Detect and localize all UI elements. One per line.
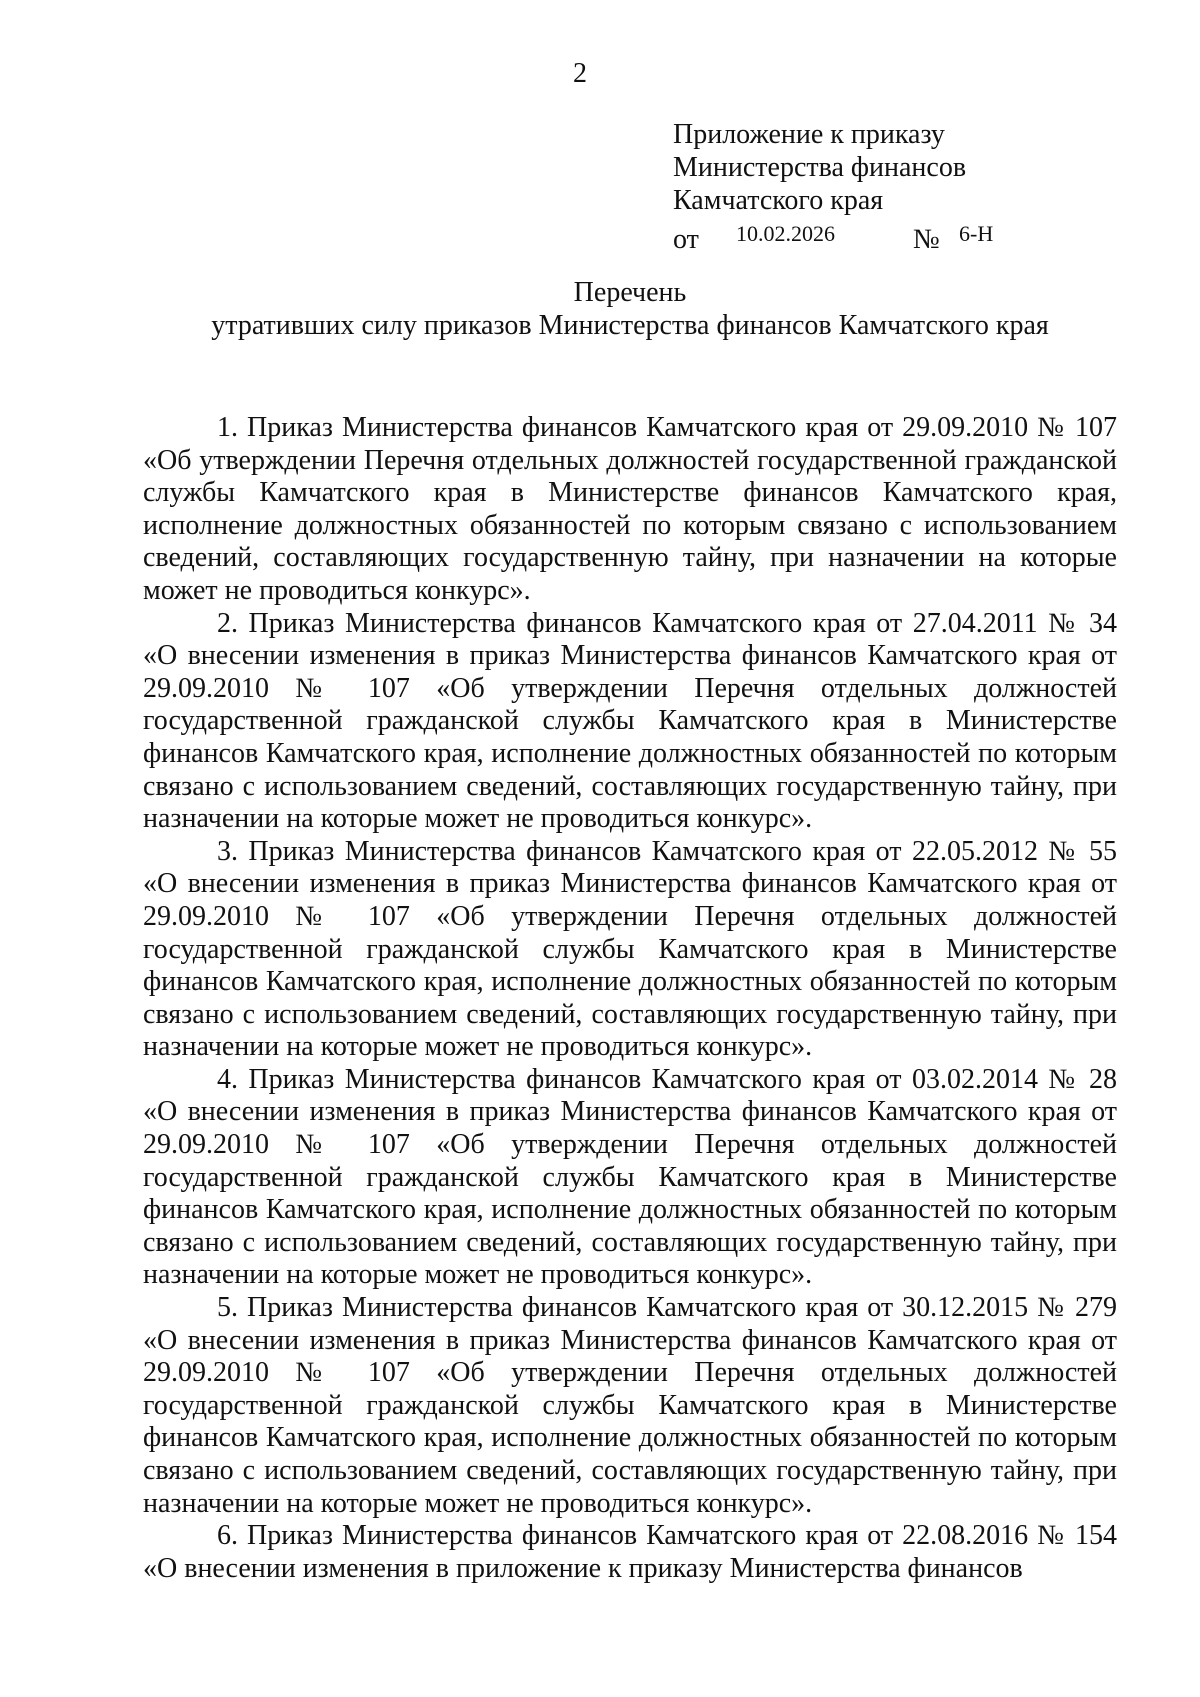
appendix-line-1: Приложение к приказу xyxy=(673,119,945,150)
list-item: 1. Приказ Министерства финансов Камчатского края от 29.09.2010 № 107 «Об утверждении Перечня отдельных должностей государственной гражданской службы Камчатского края в Министерстве финансов Камчатского края, исполнение должностных обязанностей по которым связано с использованием сведений, составляющих государственную тайну, при назначении на которые может не проводиться конкурс». xyxy=(143,412,1117,606)
order-number: 6-Н xyxy=(959,221,994,246)
document-title xyxy=(0,276,1200,342)
list-item: 5. Приказ Министерства финансов Камчатского края от 30.12.2015 № 279 «О внесении изменения в приказ Министерства финансов Камчатского края от 29.09.2010 № 107 «Об утверждении Перечня отдельных должностей государственной гражданской службы Камчатского края в Министерстве финансов Камчатского края, исполнение должностных обязанностей по которым связано с использованием сведений, составляющих государственную тайну, при назначении на которые может не проводиться конкурс». xyxy=(143,1292,1117,1519)
order-from-label: от xyxy=(673,224,699,255)
list-item: 3. Приказ Министерства финансов Камчатского края от 22.05.2012 № 55 «О внесении изменения в приказ Министерства финансов Камчатского края от 29.09.2010 № 107 «Об утверждении Перечня отдельных должностей государственной гражданской службы Камчатского края в Министерстве финансов Камчатского края, исполнение должностных обязанностей по которым связано с использованием сведений, составляющих государственную тайну, при назначении на которые может не проводиться конкурс». xyxy=(143,835,1117,1063)
list-item: 2. Приказ Министерства финансов Камчатского края от 27.04.2011 № 34 «О внесении изменения в приказ Министерства финансов Камчатского края от 29.09.2010 № 107 «Об утверждении Перечня отдельных должностей государственной гражданской службы Камчатского края в Министерстве финансов Камчатского края, исполнение должностных обязанностей по которым связано с использованием сведений, составляющих государственную тайну, при назначении на которые может не проводиться конкурс». xyxy=(143,607,1117,835)
appendix-line-3: Камчатского края xyxy=(673,185,884,216)
order-reference xyxy=(673,217,994,257)
title-line-1: Перечень xyxy=(573,277,687,308)
title-line-2: утративших силу приказов Министерства финансов Камчатского края xyxy=(211,310,1049,341)
appendix-line-2: Министерства финансов xyxy=(673,152,967,183)
list-item: 6. Приказ Министерства финансов Камчатского края от 22.08.2016 № 154 «О внесении изменения в приложение к приказу Министерства финансов xyxy=(143,1520,1117,1584)
page-number: 2 xyxy=(573,58,587,89)
order-date: 10.02.2026 xyxy=(736,221,835,246)
appendix-header xyxy=(673,118,994,257)
order-number-label: № xyxy=(913,224,940,255)
document-body xyxy=(143,412,1117,1585)
list-item: 4. Приказ Министерства финансов Камчатского края от 03.02.2014 № 28 «О внесении изменения в приказ Министерства финансов Камчатского края от 29.09.2010 № 107 «Об утверждении Перечня отдельных должностей государственной гражданской службы Камчатского края в Министерстве финансов Камчатского края, исполнение должностных обязанностей по которым связано с использованием сведений, составляющих государственную тайну, при назначении на которые может не проводиться конкурс». xyxy=(143,1063,1117,1291)
